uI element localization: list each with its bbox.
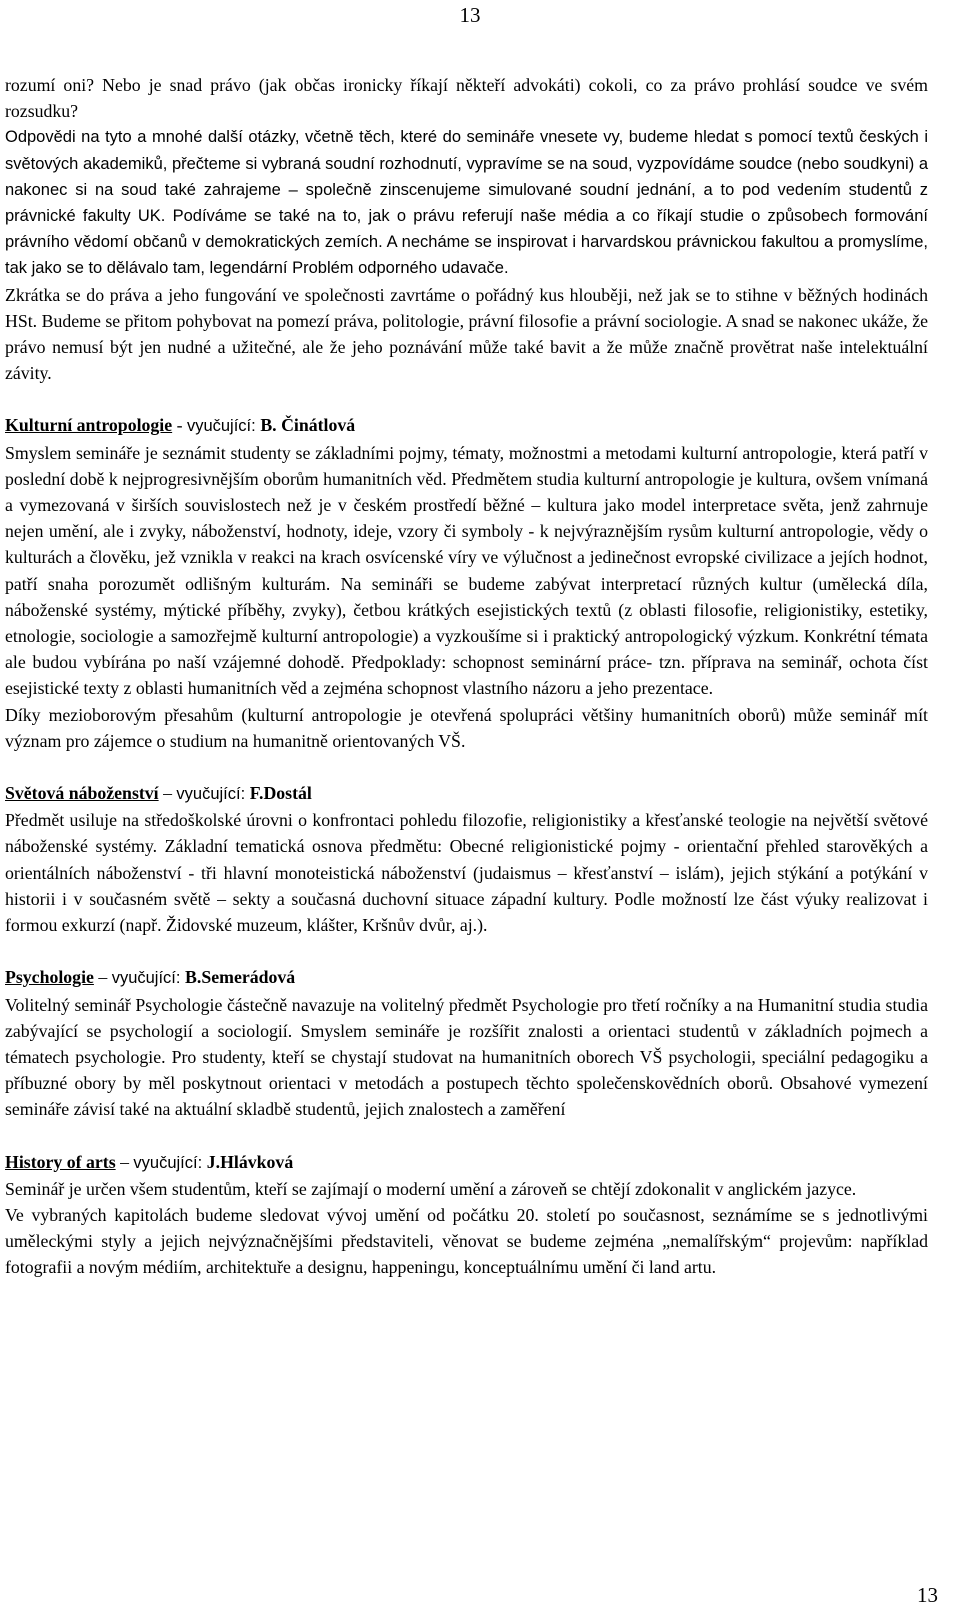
section-separator: – <box>115 1151 134 1172</box>
document-body <box>5 72 928 1281</box>
teacher-name: F.Dostál <box>249 783 312 804</box>
section-paragraph: Díky mezioborovým přesahům (kulturní antropologie je otevřená spolupráci většiny humanitních oborů) může seminář mít význam pro zájemce o studium na humanitně orientovaných VŠ. <box>5 704 928 751</box>
section-separator: – <box>158 783 177 804</box>
section-title: Psychologie <box>5 967 94 988</box>
section-separator: - <box>172 415 187 436</box>
section-paragraph: Seminář je určen všem studentům, kteří se zajímají o moderní umění a zároveň se chtějí zdokonalit v anglickém jazyce. <box>5 1178 857 1199</box>
section-gap <box>5 938 928 964</box>
section-title: Světová náboženství <box>5 783 159 804</box>
teacher-label: vyučující: <box>186 417 261 436</box>
section-heading-history-of-arts <box>5 1149 928 1176</box>
section-paragraph: Předmět usiluje na středoškolské úrovni o konfrontaci pohledu filozofie, religionistiky a křesťanské teologie na největší světové náboženské systémy. Základní tematická osnova předmětu: Obecné religionistické pojmy - orientační přehled starověkých a orientálních náboženství - tři hlavní monoteistická náboženství (judaismus – křesťanství – islám), jejich stýkání a potýkání v historii i v současném světě – sekty a současná duchovní situace západní kultury. Podle možností lze část výuky realizovat i formou exkurzí (např. Židovské muzeum, klášter, Kršnův dvůr, aj.). <box>5 810 928 936</box>
teacher-label: vyučující: <box>111 969 186 988</box>
teacher-name: B. Činátlová <box>260 415 356 436</box>
section-separator: – <box>93 967 112 988</box>
intro-paragraph-1: rozumí oni? Nebo je snad právo (jak občas ironicky říkají někteří advokáti) cokoli, co za právo prohlásí soudce ve svém rozsudku? <box>5 75 928 122</box>
teacher-label: vyučující: <box>176 785 250 804</box>
page-number-bottom: 13 <box>917 1583 938 1607</box>
section-gap <box>5 386 928 412</box>
section-heading-kulturni-antropologie <box>5 412 928 439</box>
intro-paragraph-3: Zkrátka se do práva a jeho fungování ve společnosti zavrtáme o pořádný kus hlouběji, než jak se to stihne v běžných hodinách HSt. Budeme se přitom pohybovat na pomezí práva, politologie, právní filosofie a právní sociologie. A snad se nakonec ukáže, že právo nemusí být jen nudné a užitečné, ale že jeho poznávání může také bavit a že může značně provětrat naše intelektuální závity. <box>5 284 928 384</box>
page-number-top: 13 <box>459 3 481 27</box>
section-heading-psychologie <box>5 964 928 991</box>
section-gap <box>5 1123 928 1149</box>
section-paragraph: Ve vybraných kapitolách budeme sledovat vývoj umění od počátku 20. století po současnost, seznámíme se s jednotlivými uměleckými styly a jejich nejvýznačnějšími představiteli, věnovat se budeme zejména „nemalířským“ projevům: například fotografii a novým médiím, architektuře a designu, happeningu, konceptuálnímu umění či land artu. <box>5 1204 928 1278</box>
intro-paragraph-2: Odpovědi na tyto a mnohé další otázky, včetně těch, které do semináře vnesete vy, budeme hledat s pomocí textů českých i světových akademiků, přečteme si vybraná soudní rozhodnutí, vypravíme se na soud, vyzpovídáme soudce (nebo soudkyni) a nakonec si na soud také zahrajeme – společně zinscenujeme simulované soudní jednání, a to pod vedením studentů z právnické fakulty UK. Podíváme se také na to, jak o právu referují naše média a co říkají studie o způsobech formování právního vědomí občanů v demokratických zemích. A necháme se inspirovat i harvardskou právnickou fakultou a promyslíme, tak jako se to dělávalo tam, legendární Problém odporného udavače. <box>5 128 928 278</box>
section-title: Kulturní antropologie <box>5 415 173 436</box>
section-heading-svetova-nabozenstvi <box>5 780 928 807</box>
teacher-label: vyučující: <box>133 1153 207 1172</box>
section-paragraph: Volitelný seminář Psychologie částečně navazuje na volitelný předmět Psychologie pro třetí ročníky a na Humanitní studia studia zabývající se psychologií a sociologií. Smyslem semináře je rozšířit znalosti a orientaci studentů v základních pojmech a tématech psychologie. Pro studenty, kteří se chystají studovat na humanitních oborech VŠ psychologii, speciální pedagogiku a příbuzné obory by měl poskytnout orientaci v metodách a postupech těchto společenskovědních oborů. Obsahové vymezení semináře závisí také na aktuální skladbě studentů, jejich znalostech a zaměření <box>5 994 928 1120</box>
teacher-name: B.Semerádová <box>185 967 296 988</box>
section-paragraph: Smyslem semináře je seznámit studenty se základními pojmy, tématy, možnostmi a metodami kulturní antropologie, která patří v poslední době k nejprogresivnějším oborům humanitních věd. Předmětem studia kulturní antropologie je kultura, ovšem vnímaná a vymezovaná v širších souvislostech než je v českém prostředí běžné – kultura jako model interpretace světa, jenž zahrnuje nejen umění, ale i zvyky, náboženství, hodnoty, ideje, vzory či symboly - k nejvýraznějším rysům kulturní antropologie, vědy o kulturách a člověku, jež vznikla v reakci na krach osvícenské víry ve výlučnost a jedinečnost evropské civilizace a jejích hodnot, patří snaha porozumět odlišným kulturám. Na semináři se budeme zabývat interpretací různých kultur (umělecká díla, náboženské systémy, mýtické příběhy, zvyky), četbou krátkých esejistických textů (z oblasti filosofie, religionistiky, estetiky, etnologie, sociologie a samozřejmě kulturní antropologie) a vyzkoušíme si i praktický antropologický výzkum. Konkrétní témata ale budou vybírána po naší vzájemné dohodě. Předpoklady: schopnost seminární práce- tzn. příprava na seminář, ochota číst esejistické texty z oblasti humanitních věd a zejména schopnost vlastního názoru a jeho prezentace. <box>5 442 928 699</box>
section-gap <box>5 754 928 780</box>
teacher-name: J.Hlávková <box>206 1151 294 1172</box>
section-title: History of arts <box>5 1151 116 1172</box>
